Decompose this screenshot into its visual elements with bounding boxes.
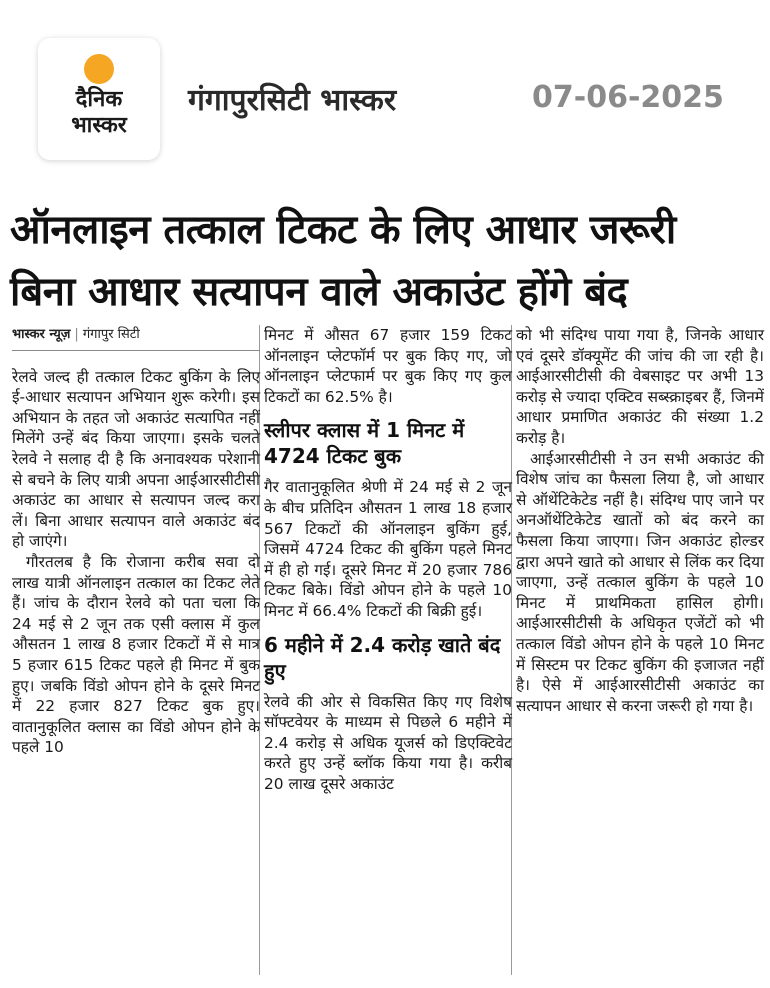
- subheading-sleeper-class: स्लीपर क्लास में 1 मिनट में 4724 टिकट बुक: [264, 418, 465, 469]
- article-column-1: [12, 325, 260, 758]
- paragraph: रेलवे जल्द ही तत्काल टिकट बुकिंग के लिए ई-आधार सत्यापन अभियान शुरू करेगी। इस अभियान के तहत जो अकाउंट सत्यापित नहीं मिलेंगे उन्हें बंद किया जाएगा। इसके चलते रेलवे ने सलाह दी है कि अनावश्यक परेशानी से बचने के लिए यात्री अपना आईआरसीटीसी अकाउंट का आधार से सत्यापन जल्द करा लें। बिना आधार सत्यापन वाले अकाउंट बंद हो जाएंगे।: [12, 367, 260, 551]
- paragraph: गौरतलब है कि रोजाना करीब सवा दो लाख यात्री ऑनलाइन तत्काल का टिकट लेते हैं। जांच के दौरान रेलवे को पता चला कि 24 मई से 2 जून तक एसी क्लास में कुल औसतन 1 लाख 8 हजार टिकटों में से मात्र 5 हजार 615 टिकट पहले ही मिनट में बुक हुए। जबकि विंडो ओपन होने के दूसरे मिनट में 22 हजार 827 टिकट बुक हुए। वातानुकूलित क्लास का विंडो ओपन होने के पहले 10: [12, 552, 260, 757]
- paragraph: आईआरसीटीसी ने उन सभी अकाउंट की विशेष जांच का फैसला लिया है, जो आधार से ऑथेंटिकेटेड नहीं है। संदिग्ध पाए जाने पर अनऑथेंटिकेटेड खातों को बंद करने का फैसला किया जाएगा। जिन अकाउंट होल्डर द्वारा अपने खाते को आधार से लिंक कर दिया जाएगा, उन्हें तत्काल बुकिंग के पहले 10 मिनट में प्राथमिकता हासिल होगी। आईआरसीटीसी के अधिकृत एजेंटों को भी तत्काल विंडो ओपन होने के पहले 10 मिनट में सिस्टम पर टिकट बुकिंग की इजाजत नहीं है। ऐसे में आईआरसीटीसी अकाउंट का सत्यापन आधार से करना जरूरी हो गया है।: [516, 449, 764, 715]
- article-column-2: [264, 325, 512, 795]
- headline-line2: बिना आधार सत्यापन वाले अकाउंट होंगे बंद: [10, 269, 628, 315]
- article-column-3: [516, 325, 764, 716]
- logo-text-line1: दैनिक: [75, 87, 123, 112]
- paragraph: रेलवे की ओर से विकसित किए गए विशेष सॉफ्टवेयर के माध्यम से पिछले 6 महीने में 2.4 करोड़ से अधिक यूजर्स को डिएक्टिवेट करते हुए उन्हें ब्लॉक किया गया है। करीब 20 लाख दूसरे अकाउंट: [264, 692, 512, 793]
- logo-text-line2: भास्कर: [71, 113, 127, 138]
- byline: [12, 325, 260, 351]
- edition-title: गंगापुरसिटी भास्कर: [188, 83, 397, 118]
- subheading-accounts-closed: 6 महीने में 2.4 करोड़ खाते बंद हुए: [264, 632, 501, 683]
- headline-line1: ऑनलाइन तत्काल टिकट के लिए आधार जरूरी: [10, 207, 676, 253]
- paragraph: को भी संदिग्ध पाया गया है, जिनके आधार एवं दूसरे डॉक्यूमेंट की जांच की जा रही है। आईआरसीटीसी की वेबसाइट पर अभी 13 करोड़ से ज्यादा एक्टिव सब्स्क्राइबर हैं, जिनमें आधार प्रमाणित अकाउंट की संख्या 1.2 करोड़ है।: [516, 326, 764, 447]
- paragraph: मिनट में औसत 67 हजार 159 टिकट ऑनलाइन प्लेटफॉर्म पर बुक किए गए, जो ऑनलाइन प्लेटफार्म पर बुक किए गए कुल टिकटों का 62.5% है।: [264, 326, 512, 406]
- dainik-bhaskar-logo: [38, 38, 160, 160]
- sun-icon: [84, 54, 114, 84]
- page-header: [0, 0, 770, 190]
- byline-place: गंगापुर सिटी: [82, 327, 140, 342]
- paragraph: गैर वातानुकूलित श्रेणी में 24 मई से 2 जून के बीच प्रतिदिन औसतन 1 लाख 18 हजार 567 टिकटों की ऑनलाइन बुकिंग हुई, जिसमें 4724 टिकट की बुकिंग पहले मिनट में ही हो गई। दूसरे मिनट में 20 हजार 786 टिकट बिके। विंडो ओपन होने के पहले 10 मिनट में 66.4% टिकटों की बिक्री हुई।: [264, 478, 512, 620]
- publication-date: 07-06-2025: [532, 80, 724, 115]
- byline-source: भास्कर न्यूज़: [12, 327, 71, 342]
- byline-separator: |: [74, 327, 79, 342]
